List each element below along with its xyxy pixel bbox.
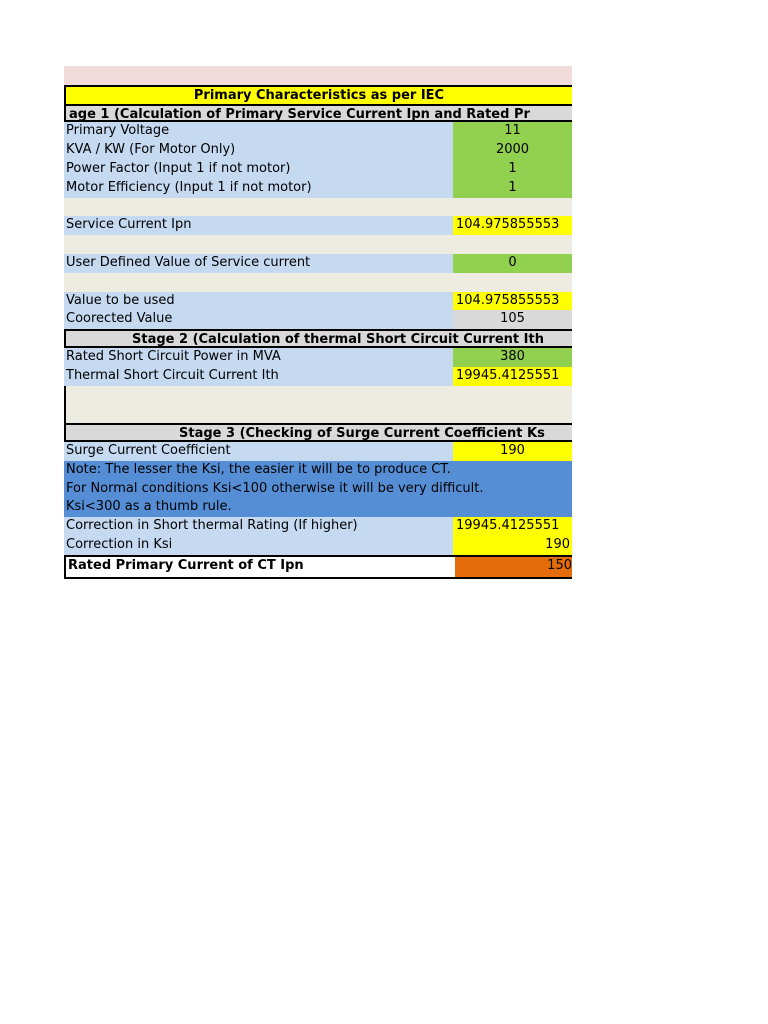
surge-value[interactable]: 190: [453, 442, 572, 461]
final-value[interactable]: 150: [455, 557, 572, 577]
user-defined-label[interactable]: User Defined Value of Service current: [64, 254, 455, 273]
input-row-power-factor: [64, 160, 572, 179]
note-line[interactable]: Note: The lesser the Ksi, the easier it will be to produce CT.: [64, 461, 572, 480]
final-label[interactable]: Rated Primary Current of CT Ipn: [66, 557, 457, 577]
spacer-row: [64, 198, 572, 217]
stage2-header[interactable]: Stage 2 (Calculation of thermal Short Circuit Current Ith: [64, 329, 572, 348]
rated-power-row: [64, 348, 572, 367]
primary-voltage-input[interactable]: 11: [453, 122, 572, 141]
rated-power-label[interactable]: Rated Short Circuit Power in MVA: [64, 348, 455, 367]
note-line[interactable]: Ksi<300 as a thumb rule.: [64, 498, 572, 517]
power-factor-input[interactable]: 1: [453, 160, 572, 179]
correction-ksi-label[interactable]: Correction in Ksi: [64, 536, 455, 555]
surge-row: [64, 442, 572, 461]
spacer-row: [64, 273, 572, 292]
final-row: [64, 555, 572, 579]
surge-label[interactable]: Surge Current Coefficient: [64, 442, 455, 461]
value-used-row: [64, 292, 572, 311]
corrected-label[interactable]: Coorected Value: [64, 310, 455, 329]
thermal-current-label[interactable]: Thermal Short Circuit Current Ith: [64, 367, 455, 386]
spacer-row: [64, 235, 572, 254]
spreadsheet: [64, 66, 572, 579]
power-factor-label[interactable]: Power Factor (Input 1 if not motor): [64, 160, 455, 179]
motor-efficiency-input[interactable]: 1: [453, 179, 572, 198]
kva-label[interactable]: KVA / KW (For Motor Only): [64, 141, 455, 160]
motor-efficiency-label[interactable]: Motor Efficiency (Input 1 if not motor): [64, 179, 455, 198]
user-defined-input[interactable]: 0: [453, 254, 572, 273]
spacer-row: [64, 386, 572, 424]
value-used-value[interactable]: 104.975855553: [453, 292, 572, 311]
correction-ksi-value[interactable]: 190: [453, 536, 572, 555]
thermal-current-row: [64, 367, 572, 386]
stage1-header[interactable]: age 1 (Calculation of Primary Service Current Ipn and Rated Pr: [64, 104, 572, 123]
value-used-label[interactable]: Value to be used: [64, 292, 455, 311]
correction-thermal-value[interactable]: 19945.4125551: [453, 517, 572, 536]
service-current-value[interactable]: 104.975855553: [453, 216, 572, 235]
primary-voltage-label[interactable]: Primary Voltage: [64, 122, 455, 141]
corrected-row: [64, 310, 572, 329]
user-defined-row: [64, 254, 572, 273]
service-current-row: [64, 216, 572, 235]
blank-row: [64, 66, 572, 85]
service-current-label[interactable]: Service Current Ipn: [64, 216, 455, 235]
kva-input[interactable]: 2000: [453, 141, 572, 160]
input-row-motor-efficiency: [64, 179, 572, 198]
input-row-kva: [64, 141, 572, 160]
correction-thermal-row: [64, 517, 572, 536]
thermal-current-value[interactable]: 19945.4125551: [453, 367, 572, 386]
note-line[interactable]: For Normal conditions Ksi<100 otherwise it will be very difficult.: [64, 480, 572, 499]
correction-ksi-row: [64, 536, 572, 555]
correction-thermal-label[interactable]: Correction in Short thermal Rating (If higher): [64, 517, 455, 536]
corrected-value[interactable]: 105: [453, 310, 572, 329]
sheet-title[interactable]: Primary Characteristics as per IEC: [64, 85, 572, 104]
rated-power-input[interactable]: 380: [453, 348, 572, 367]
input-row-primary-voltage: [64, 122, 572, 141]
stage3-header[interactable]: Stage 3 (Checking of Surge Current Coefficient Ks: [64, 423, 572, 442]
